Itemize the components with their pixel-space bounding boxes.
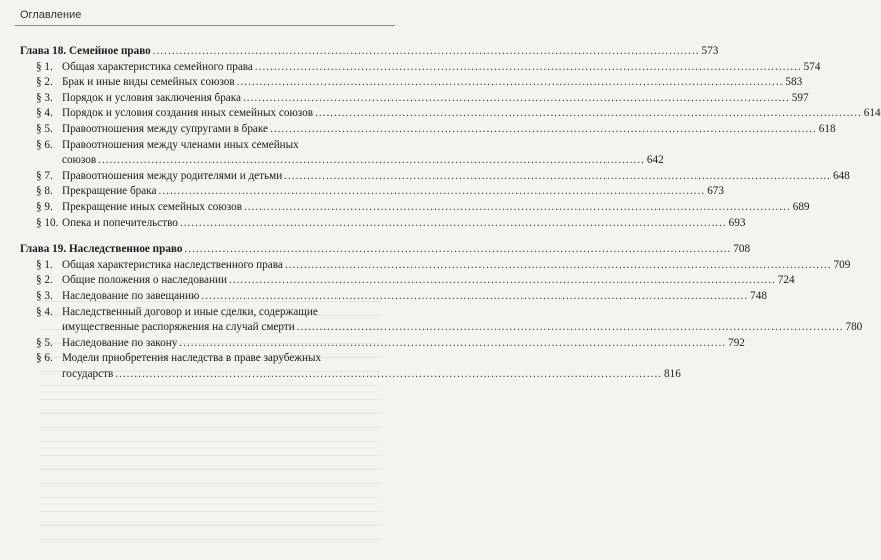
section-title-continuation: [62, 153, 664, 169]
toc-entry: [20, 258, 851, 274]
leader-dots: [244, 200, 791, 216]
leader-dots: [315, 106, 862, 122]
section-title: Общая характеристика семейного права: [62, 60, 253, 73]
leader-dots: [285, 258, 832, 274]
toc-entry: [20, 200, 810, 216]
section-title-line2: имущественные распоряжения на случай смерти: [62, 321, 295, 334]
leader-dots: [115, 367, 662, 383]
leader-dots: [179, 336, 726, 352]
section-number: § 5.: [36, 336, 53, 349]
leader-dots: [284, 169, 831, 185]
leader-dots: [180, 216, 727, 232]
section-title: Брак и иные виды семейных союзов: [62, 76, 235, 89]
section-title: Правоотношения между супругами в браке: [62, 122, 269, 135]
page-number: 689: [792, 200, 810, 213]
table-of-contents: [20, 44, 881, 393]
section-number: § 10.: [36, 216, 59, 229]
toc-entry: [20, 75, 803, 91]
section-number: § 6.: [36, 352, 53, 365]
section-title: Опека и попечительство: [62, 216, 178, 229]
section-title-continuation: [62, 367, 681, 383]
leader-dots: [158, 184, 705, 200]
toc-entry: [20, 273, 795, 289]
page-number: 573: [701, 45, 719, 57]
leader-dots: [185, 242, 732, 258]
page-number: 816: [664, 367, 681, 380]
page-number: 693: [728, 216, 746, 229]
section-title-line2: союзов: [62, 154, 97, 167]
page-number: 724: [777, 274, 795, 287]
leader-dots: [153, 44, 700, 60]
section-title: Прекращение иных семейных союзов: [62, 200, 242, 213]
section-title-block: [62, 351, 681, 382]
page-number: 642: [646, 154, 664, 167]
section-title-block: [62, 305, 862, 336]
section-number: § 2.: [36, 274, 53, 287]
toc-entry: [20, 122, 836, 138]
section-number: § 9.: [36, 200, 53, 213]
leader-dots: [229, 273, 776, 289]
section-title: Правоотношения между родителями и детьми: [62, 169, 283, 182]
section-number: § 4.: [36, 305, 53, 318]
toc-entry: [20, 289, 767, 305]
section-title: Прекращение брака: [62, 185, 157, 198]
section-title: Наследование по завещанию: [62, 289, 200, 302]
section-number: § 6.: [36, 138, 53, 151]
section-title: Модели приобретения наследства в праве зарубежных: [62, 352, 322, 365]
section-number: § 5.: [36, 122, 53, 135]
page-number: 614: [863, 107, 881, 120]
page-number: 673: [707, 185, 724, 198]
toc-entry: [20, 184, 724, 200]
section-title: Порядок и условия создания иных семейных союзов: [62, 107, 314, 120]
chapter-title: Глава 18. Семейное право: [20, 45, 151, 57]
page-number: 708: [733, 243, 751, 256]
toc-entry: [20, 60, 821, 76]
section-number: § 8.: [36, 185, 53, 198]
page-number: 648: [832, 169, 850, 182]
section-title: Правоотношения между членами иных семейных: [62, 138, 299, 151]
leader-dots: [270, 122, 817, 138]
chapter-heading: [20, 44, 719, 60]
toc-entry: [20, 91, 809, 107]
leader-dots: [297, 320, 844, 336]
section-title: Общие положения о наследовании: [62, 274, 227, 287]
page-number: 792: [728, 336, 745, 349]
page-number: 597: [791, 91, 809, 104]
leader-dots: [237, 75, 784, 91]
page-number: 780: [845, 321, 863, 334]
toc-entry: [20, 336, 745, 352]
section-number: § 4.: [36, 107, 53, 120]
chapter-heading: [20, 242, 751, 258]
page-number: 583: [785, 76, 803, 89]
page-number: 709: [833, 258, 851, 271]
chapter-19: [20, 242, 863, 382]
toc-entry: [20, 351, 681, 382]
page-number: 574: [803, 60, 821, 73]
section-number: § 3.: [36, 289, 53, 302]
section-number: § 7.: [36, 169, 53, 182]
section-title-continuation: [62, 320, 862, 336]
leader-dots: [255, 60, 802, 76]
toc-entry: [20, 106, 881, 122]
toc-entry: [20, 216, 746, 232]
toc-entry: [20, 305, 863, 336]
section-title: Наследование по закону: [62, 336, 178, 349]
section-title: Порядок и условия заключения брака: [62, 91, 241, 104]
section-title: Наследственный договор и иные сделки, содержащие: [62, 305, 318, 318]
section-number: § 1.: [36, 60, 53, 73]
page-number: 748: [750, 289, 767, 302]
leader-dots: [243, 91, 790, 107]
toc-entry: [20, 169, 850, 185]
header-divider: [15, 25, 395, 26]
section-title-block: [62, 138, 664, 169]
running-head: Оглавление: [20, 9, 82, 21]
leader-dots: [98, 153, 645, 169]
toc-entry: [20, 138, 664, 169]
section-number: § 2.: [36, 76, 53, 89]
section-number: § 3.: [36, 91, 53, 104]
page-number: 618: [818, 122, 836, 135]
section-number: § 1.: [36, 258, 53, 271]
chapter-title: Глава 19. Наследственное право: [20, 243, 183, 256]
leader-dots: [201, 289, 748, 305]
section-title: Общая характеристика наследственного права: [62, 258, 283, 271]
chapter-18: [20, 44, 881, 231]
section-title-line2: государств: [62, 367, 114, 380]
